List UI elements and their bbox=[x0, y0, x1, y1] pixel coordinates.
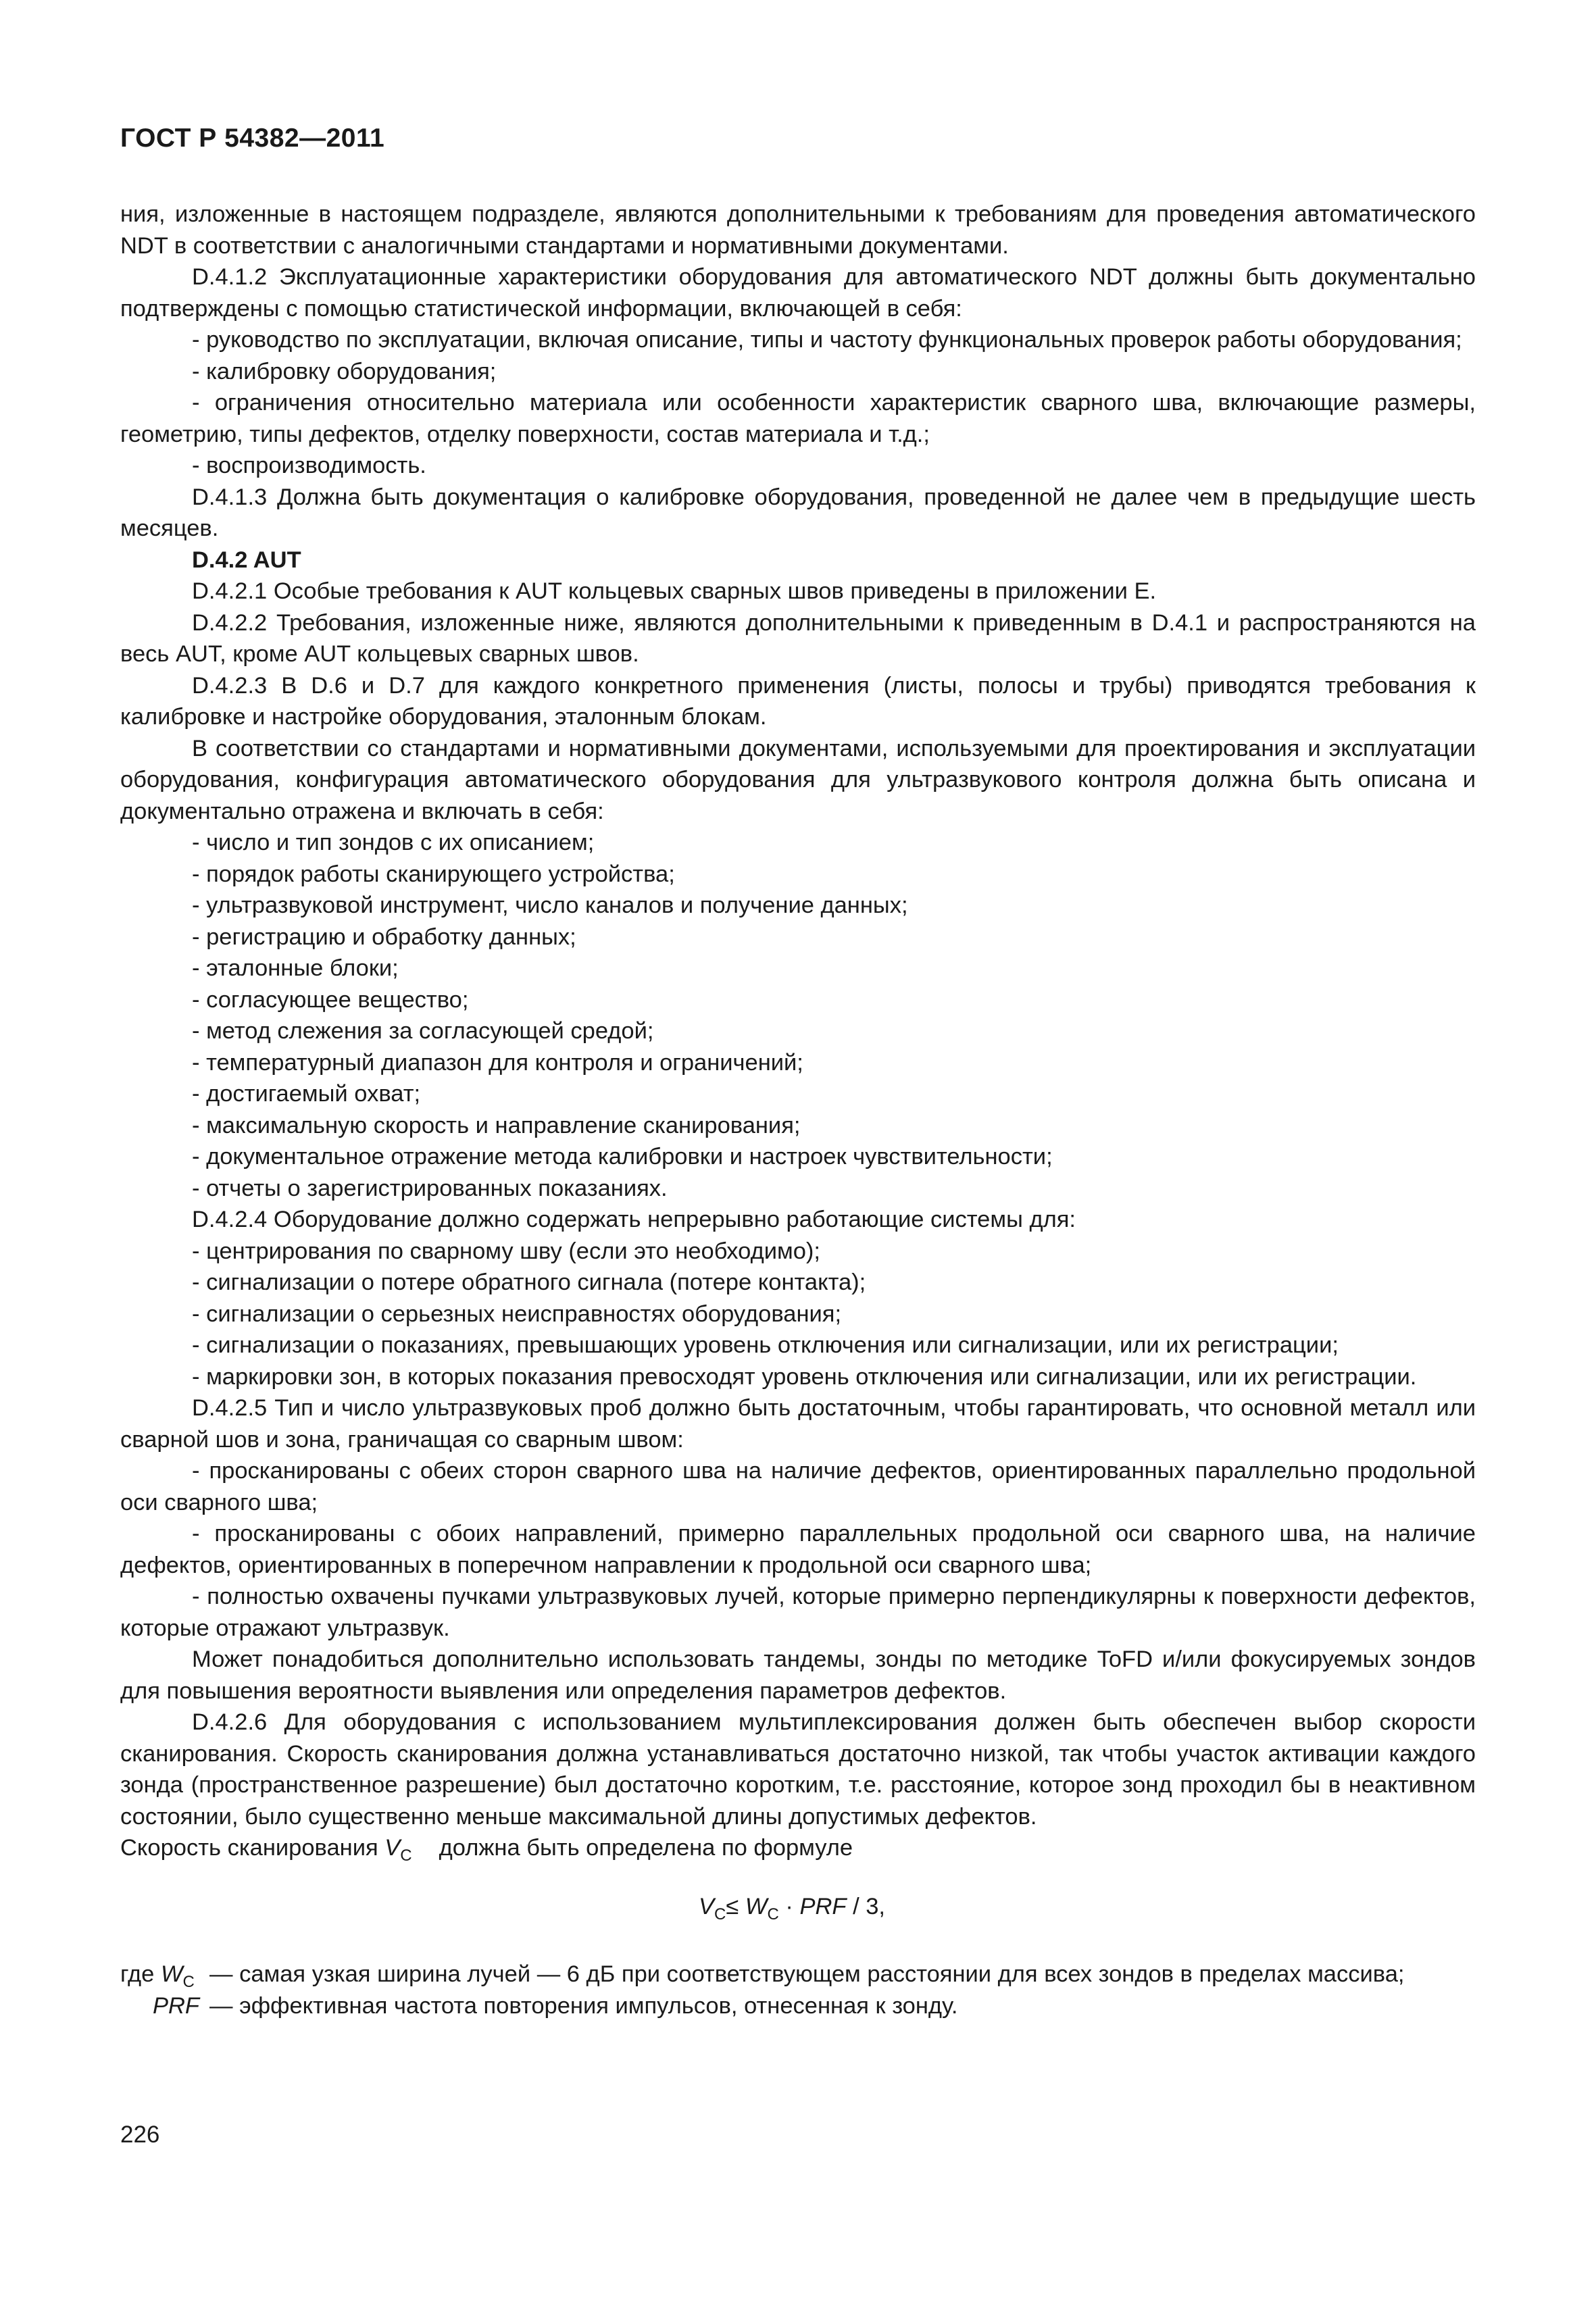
list-item: - метод слежения за согласующей средой; bbox=[192, 1018, 654, 1044]
text-run: должна быть определена по формуле bbox=[439, 1835, 853, 1861]
list-item: - полностью охвачены пучками ультразвуковых лучей, которые примерно перпендикулярны к поверхности дефектов, которые отражают ультразвук. bbox=[120, 1584, 1476, 1641]
list-item: - порядок работы сканирующего устройства; bbox=[192, 861, 675, 887]
list-item: - достигаемый охват; bbox=[192, 1081, 421, 1107]
page-number: 226 bbox=[120, 2121, 160, 2148]
variable: W bbox=[745, 1893, 768, 1919]
list-item: - ультразвуковой инструмент, число каналов и получение данных; bbox=[192, 892, 908, 918]
list-item: - маркировки зон, в которых показания превосходят уровень отключения или сигнализации, или их регистрации. bbox=[192, 1363, 1417, 1390]
text-run: Скорость сканирования bbox=[120, 1835, 385, 1861]
definition-text: — эффективная частота повторения импульсов, отнесенная к зонду. bbox=[209, 1992, 958, 2019]
list-item: - сигнализации о серьезных неисправностях оборудования; bbox=[192, 1301, 842, 1327]
list-item: - число и тип зондов с их описанием; bbox=[192, 830, 595, 855]
list-item: - максимальную скорость и направление сканирования; bbox=[192, 1112, 801, 1138]
paragraph: В соответствии со стандартами и нормативными документами, используемыми для проектирования и эксплуатации оборудования, конфигурация автоматического оборудования для ультразвукового контроля должна быть описана и документально отражена и включать в себя: bbox=[120, 735, 1476, 824]
list-item: - документальное отражение метода калибровки и настроек чувствительности; bbox=[192, 1144, 1053, 1169]
document-header: ГОСТ Р 54382—2011 bbox=[120, 124, 385, 153]
definition-symbol bbox=[120, 1990, 209, 2022]
paragraph: D.4.1.2 Эксплуатационные характеристики оборудования для автоматического NDT должны быть документально подтверждены с помощью статистической информации, включающей в себя: bbox=[120, 264, 1476, 322]
paragraph: D.4.2.2 Требования, изложенные ниже, являются дополнительными к приведенным в D.4.1 и распространяются на весь AUT, кроме AUT кольцевых сварных швов. bbox=[120, 609, 1476, 667]
list-item: - отчеты о зарегистрированных показаниях. bbox=[192, 1175, 668, 1201]
variable: PRF bbox=[153, 1992, 199, 2019]
paragraph: D.4.1.3 Должна быть документация о калибровке оборудования, проведенной не далее чем в предыдущие шесть месяцев. bbox=[120, 484, 1476, 541]
paragraph: ния, изложенные в настоящем подразделе, являются дополнительными к требованиям для проведения автоматического NDT в соответствии с аналогичными стандартами и нормативными документами. bbox=[120, 201, 1476, 259]
variable: V bbox=[384, 1835, 401, 1861]
variable: V bbox=[699, 1893, 715, 1919]
text-run: где bbox=[120, 1961, 161, 1987]
paragraph: D.4.2.3 В D.6 и D.7 для каждого конкретного применения (листы, полосы и трубы) приводятся требования к калибровке и настройке оборудования, эталонным блокам. bbox=[120, 672, 1476, 730]
variable: PRF bbox=[799, 1893, 847, 1919]
paragraph: D.4.2.1 Особые требования к AUT кольцевых сварных швов приведены в приложении Е. bbox=[192, 578, 1157, 604]
list-item: - ограничения относительно материала или особенности характеристик сварного шва, включающие размеры, геометрию, типы дефектов, отделку поверхности, состав материала и т.д.; bbox=[120, 390, 1476, 447]
list-item: - руководство по эксплуатации, включая описание, типы и частоту функциональных проверок работы оборудования; bbox=[192, 327, 1462, 353]
paragraph: D.4.2.6 Для оборудования с использованием мультиплексирования должен быть обеспечен выбор скорости сканирования. Скорость сканирования должна устанавливаться достаточно низкой, так чтобы участок активации каждого зонда (пространственное разрешение) был достаточно коротким, т.е. расстояние, которое зонд проходил бы в неактивном состоянии, было существенно меньше максимальной длины допустимых дефектов. bbox=[120, 1709, 1476, 1830]
list-item: - согласующее вещество; bbox=[192, 986, 469, 1013]
paragraph: Может понадобиться дополнительно использовать тандемы, зонды по методике ToFD и/или фокусируемых зондов для повышения вероятности выявления или определения параметров дефектов. bbox=[120, 1646, 1476, 1704]
operator: ≤ bbox=[726, 1893, 745, 1919]
definition-symbol bbox=[120, 1959, 209, 1990]
paragraph: D.4.2.4 Оборудование должно содержать непрерывно работающие системы для: bbox=[192, 1207, 1076, 1232]
subscript: C bbox=[182, 1973, 195, 1991]
subscript: C bbox=[714, 1905, 726, 1923]
subscript: C bbox=[400, 1846, 412, 1865]
definition-text: — самая узкая ширина лучей — 6 дБ при соответствующем расстоянии для всех зондов в пределах массива; bbox=[209, 1961, 1405, 1987]
subscript: C bbox=[767, 1905, 779, 1923]
list-item: - эталонные блоки; bbox=[192, 955, 399, 981]
definition-row bbox=[120, 1990, 1476, 2022]
list-item: - сигнализации о потере обратного сигнала (потере контакта); bbox=[192, 1269, 866, 1295]
list-item: - центрирования по сварному шву (если это необходимо); bbox=[192, 1238, 820, 1264]
section-heading: D.4.2 AUT bbox=[192, 547, 301, 573]
operator: · bbox=[778, 1893, 800, 1919]
list-item: - температурный диапазон для контроля и ограничений; bbox=[192, 1049, 803, 1076]
paragraph bbox=[120, 1832, 1476, 1864]
list-item: - просканированы с обоих направлений, примерно параллельных продольной оси сварного шва, на наличие дефектов, ориентированных в поперечном направлении к продольной оси сварного шва; bbox=[120, 1521, 1476, 1578]
list-item: - регистрацию и обработку данных; bbox=[192, 924, 576, 950]
variable: W bbox=[160, 1961, 183, 1987]
list-item: - калибровку оборудования; bbox=[192, 358, 497, 384]
definitions-list bbox=[120, 1959, 1476, 2021]
document-body bbox=[120, 199, 1476, 2021]
list-item: - сигнализации о показаниях, превышающих уровень отключения или сигнализации, или их регистрации; bbox=[192, 1332, 1339, 1358]
definition-row bbox=[120, 1959, 1476, 1990]
operator: / 3, bbox=[846, 1893, 886, 1919]
paragraph: D.4.2.5 Тип и число ультразвуковых проб должно быть достаточным, чтобы гарантировать, что основной металл или сварной шов и зона, граничащая со сварным швом: bbox=[120, 1395, 1476, 1453]
formula bbox=[120, 1891, 1476, 1923]
list-item: - воспроизводимость. bbox=[192, 453, 426, 478]
list-item: - просканированы с обеих сторон сварного шва на наличие дефектов, ориентированных параллельно продольной оси сварного шва; bbox=[120, 1458, 1476, 1515]
